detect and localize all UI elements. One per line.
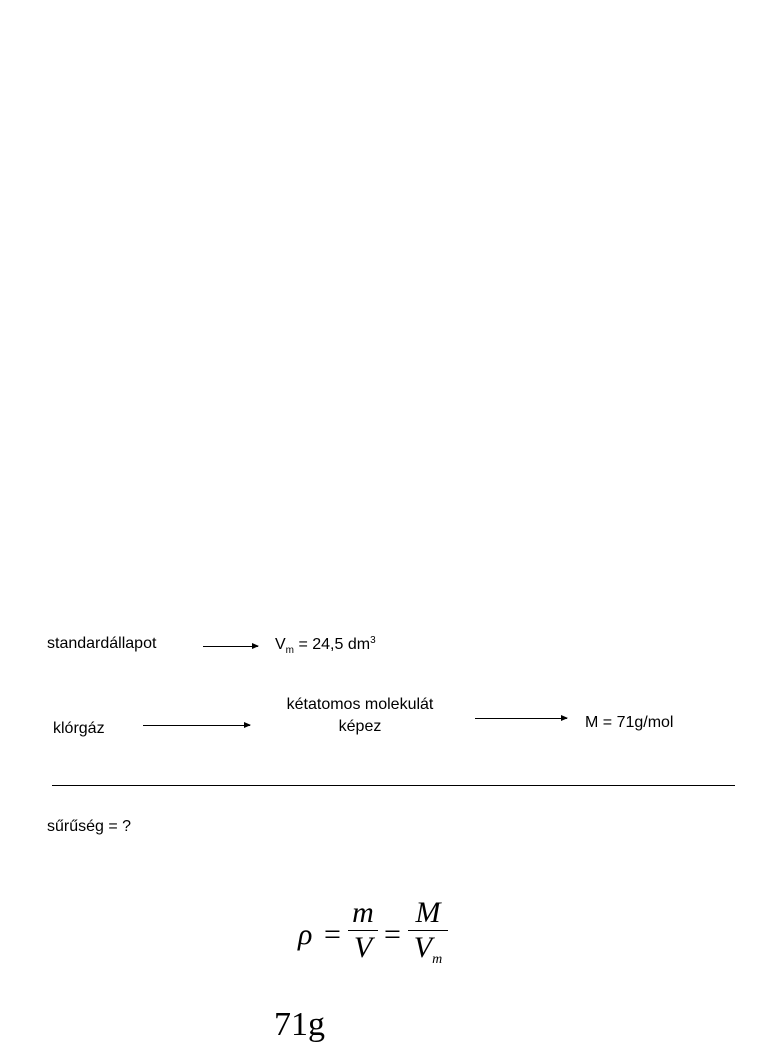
fraction-1-denominator: V xyxy=(353,931,373,964)
diatomic-molecule-text xyxy=(258,694,462,738)
vm-subscript: m xyxy=(285,645,295,656)
vm-value: = 24,5 dm xyxy=(294,636,371,653)
equals-sign-2: = xyxy=(384,918,401,951)
vm-symbol: V xyxy=(275,636,286,653)
arrow-right-icon xyxy=(143,725,250,726)
partial-bottom-text: 71g xyxy=(274,1006,325,1043)
horizontal-divider xyxy=(52,785,735,786)
fraction-M-over-Vm xyxy=(408,898,448,975)
molar-volume-text xyxy=(275,635,376,656)
chlorine-gas-label: klórgáz xyxy=(53,720,105,737)
standard-state-label: standardállapot xyxy=(47,635,157,652)
arrow-right-icon xyxy=(475,718,567,719)
molar-mass-text: M = 71g/mol xyxy=(585,714,674,731)
arrow-right-icon xyxy=(203,646,258,647)
fraction-2-den-symbol: V xyxy=(413,931,433,964)
density-question: sűrűség = ? xyxy=(47,818,132,835)
fraction-m-over-v xyxy=(348,898,378,963)
fraction-2-den-subscript: m xyxy=(432,952,443,967)
diatomic-line-1: kétatomos molekulát xyxy=(286,696,434,713)
fraction-1-numerator: m xyxy=(352,896,374,929)
rho-symbol: ρ xyxy=(298,918,313,951)
vm-superscript: 3 xyxy=(370,635,376,646)
fraction-2-denominator xyxy=(408,933,448,975)
fraction-2-numerator: M xyxy=(415,896,441,929)
diatomic-line-2: képez xyxy=(338,718,382,735)
equals-sign-1: = xyxy=(324,918,341,951)
